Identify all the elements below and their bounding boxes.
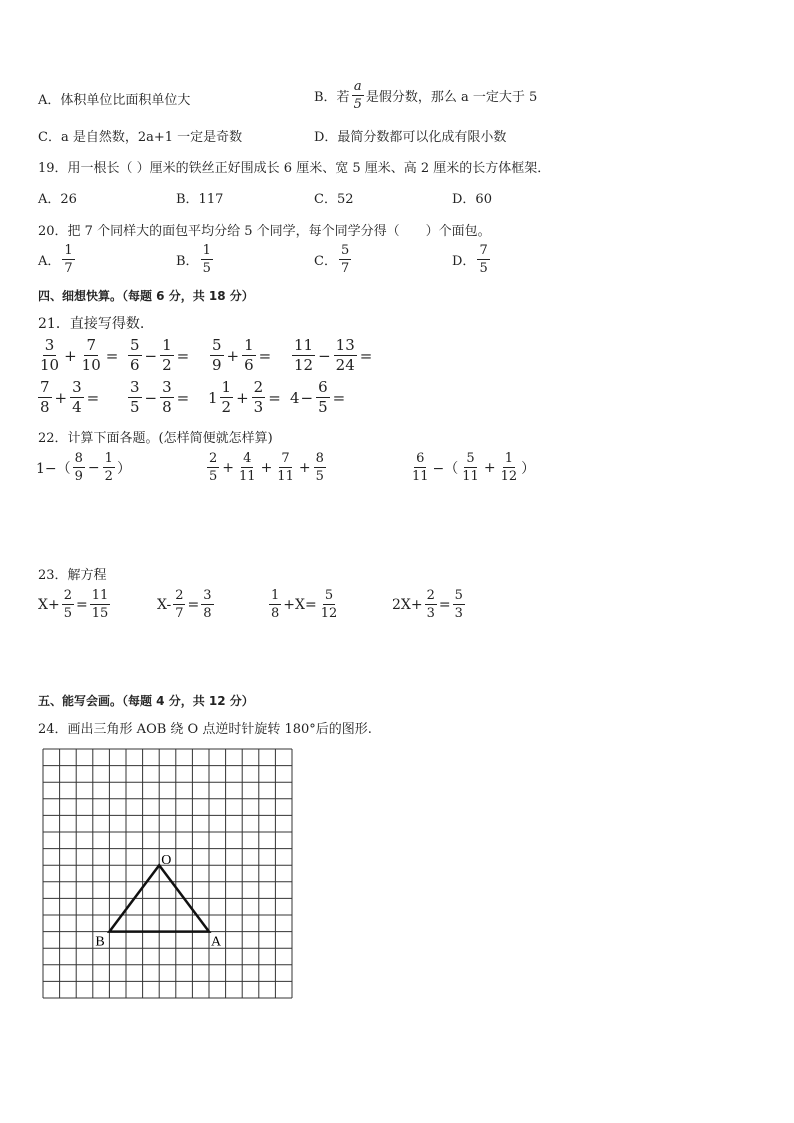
q21-item: $\frac{3}{10}$ + $\frac{7}{10}$ = [40,336,119,374]
q20-option-c: C． $\frac{5}{7}$ [314,243,350,276]
q19-option-c: C．52 [314,192,354,207]
section-4-title: 四、细想快算。（每题 6 分，共 18 分） [38,289,254,303]
q23-equation: $\frac{1}{8}$ +X= $\frac{5}{12}$ [271,588,338,621]
q19-stem: 19．用一根长（ ）厘米的铁丝正好围成长 6 厘米、宽 5 厘米、高 2 厘米的长方体框架． [38,161,551,176]
q18-option-c: C．a 是自然数，2a+1 一定是奇数 [38,130,243,145]
q23-stem: 23．解方程 [38,568,107,583]
q21-item: $\frac{11}{12}$ − $\frac{13}{24}$ = [294,336,373,374]
fraction: $\frac{a}{5}$ [353,79,362,112]
label-a: A [211,934,222,950]
q21-stem: 21．直接写得数. [38,316,145,332]
q22-stem: 22．计算下面各题。(怎样简便就怎样算) [38,431,273,446]
q19-option-d: D．60 [452,192,492,207]
q18-option-a: A．体积单位比面积单位大 [38,93,191,108]
q19-option-a: A．26 [38,192,77,207]
q21-item: $\frac{5}{9}$ + $\frac{1}{6}$ = [212,336,272,374]
q20-stem: 20．把 7 个同样大的面包平均分给 5 个同学，每个同学分得（ ）个面包。 [38,224,491,239]
q22-expr-2: $\frac{2}{5}$ + $\frac{4}{11}$ + $\frac{7}{11}$ + $\frac{8}{5}$ [209,451,324,484]
rotation-grid [40,746,300,1006]
fraction: $\frac{1}{5}$ [202,243,211,276]
section-5-title: 五、能写会画。（每题 4 分，共 12 分） [38,694,254,708]
q20-option-d: D． $\frac{7}{5}$ [452,243,488,276]
q21-item: $\frac{3}{5}$ − $\frac{3}{8}$ = [130,378,190,416]
fraction: $\frac{1}{7}$ [64,243,73,276]
label-o: O [161,853,172,869]
q22-expr-1: 1−（ $\frac{8}{9}$ − $\frac{1}{2}$ ） [36,451,131,484]
fraction: $\frac{7}{5}$ [479,243,488,276]
q21-item: $\frac{5}{6}$ − $\frac{1}{2}$ = [130,336,190,374]
q23-equation: X+ $\frac{2}{5}$ = $\frac{11}{15}$ [38,588,109,621]
q18-option-b: B．若 $\frac{a}{5}$ 是假分数，那么 a 一定大于 5 [314,79,538,112]
q19-option-b: B．117 [176,192,224,207]
label-b: B [95,934,105,950]
q22-expr-3: $\frac{6}{11}$ −（ $\frac{5}{11}$ + $\frac{1}{12}$ ） [412,451,536,484]
q18-option-d: D．最简分数都可以化成有限小数 [314,130,507,145]
grid-lines [43,749,292,998]
q20-option-a: A． $\frac{1}{7}$ [38,243,73,276]
q20-option-b: B． $\frac{1}{5}$ [176,243,211,276]
q21-item: 1 $\frac{1}{2}$ + $\frac{2}{3}$ = [208,378,281,416]
q23-equation: 2X+ $\frac{2}{3}$ = $\frac{5}{3}$ [392,588,463,621]
fraction: $\frac{5}{7}$ [340,243,350,276]
q21-item: 4 − $\frac{6}{5}$ = [290,378,346,416]
q21-item: $\frac{7}{8}$ + $\frac{3}{4}$ = [40,378,100,416]
q23-equation: X- $\frac{2}{7}$ = $\frac{3}{8}$ [157,588,212,621]
q24-stem: 24．画出三角形 AOB 绕 O 点逆时针旋转 180°后的图形. [38,722,372,737]
